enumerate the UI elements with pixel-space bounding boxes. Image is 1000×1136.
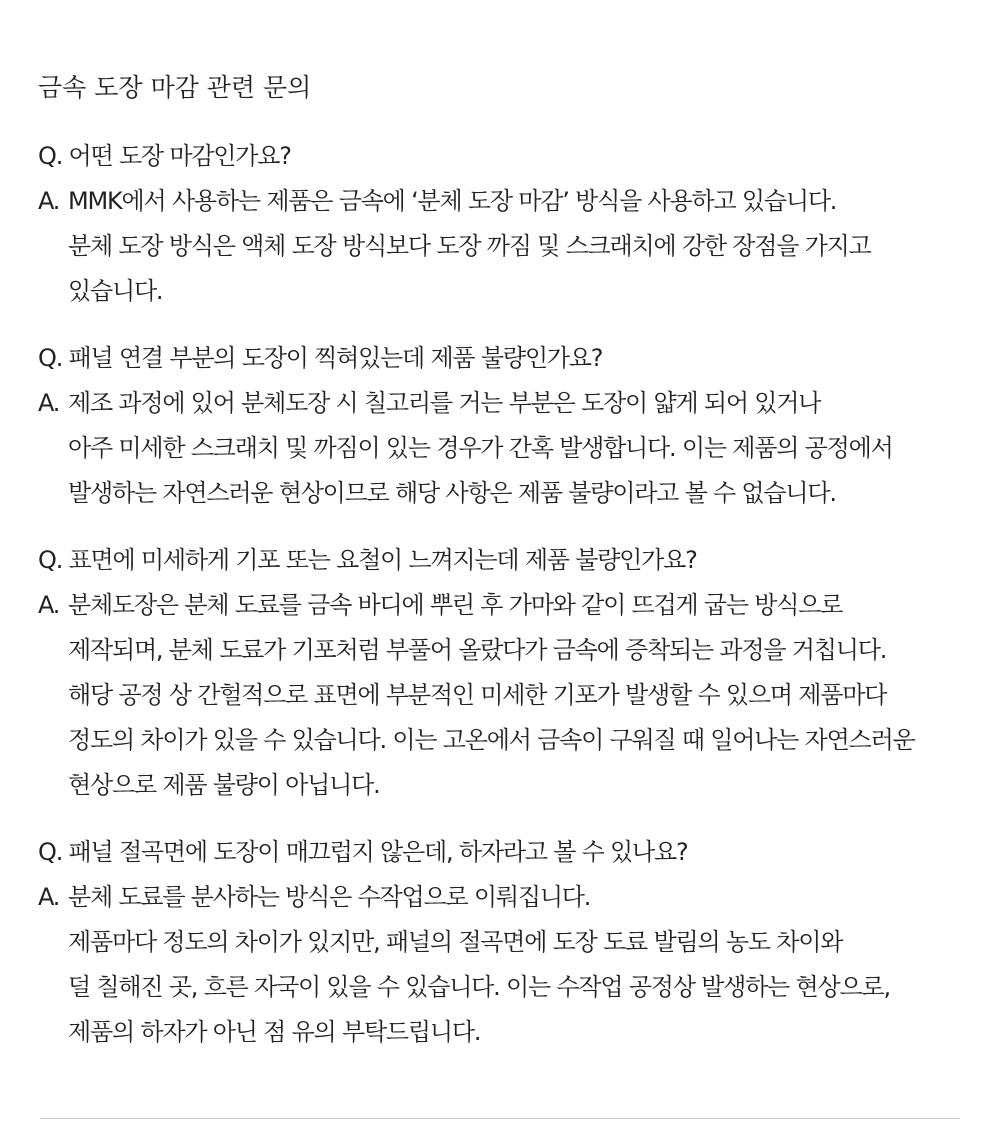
faq-answer-line [38, 875, 1000, 920]
answer-prefix: A. [38, 389, 60, 417]
faq-answer-line [38, 583, 1000, 628]
faq-answer-line [38, 381, 1000, 426]
answer-prefix: A. [38, 591, 60, 619]
faq-answer-line: 해당 공정 상 간헐적으로 표면에 부분적인 미세한 기포가 발생할 수 있으며 제품마다 [68, 681, 887, 709]
faq-answer-line: 제품의 하자가 아닌 점 유의 부탁드립니다. [68, 1018, 481, 1046]
answer-text: MMK에서 사용하는 제품은 금속에 ‘분체 도장 마감’ 방식을 사용하고 있습니다. [68, 187, 837, 215]
faq-question: Q. 패널 절곡면에 도장이 매끄럽지 않은데, 하자라고 볼 수 있나요? [38, 838, 688, 866]
faq-answer-line: 제품마다 정도의 차이가 있지만, 패널의 절곡면에 도장 도료 발림의 농도 차이와 [68, 928, 843, 956]
faq-item [38, 336, 1000, 516]
answer-text: 분체도장은 분체 도료를 금속 바디에 뿌린 후 가마와 같이 뜨겁게 굽는 방식으로 [68, 591, 843, 619]
answer-prefix: A. [38, 187, 60, 215]
answer-text: 제조 과정에 있어 분체도장 시 칠고리를 거는 부분은 도장이 얇게 되어 있거나 [68, 389, 821, 417]
faq-item [38, 830, 1000, 1055]
faq-answer-line [38, 179, 1000, 224]
faq-question: Q. 어떤 도장 마감인가요? [38, 142, 291, 170]
answer-text: 분체 도료를 분사하는 방식은 수작업으로 이뤄집니다. [68, 883, 591, 911]
faq-answer-line: 분체 도장 방식은 액체 도장 방식보다 도장 까짐 및 스크래치에 강한 장점을 가지고 [68, 232, 871, 260]
faq-item [38, 134, 1000, 314]
page-title: 금속 도장 마감 관련 문의 [38, 73, 312, 102]
faq-answer-line: 정도의 차이가 있을 수 있습니다. 이는 고온에서 금속이 구워질 때 일어나는 자연스러운 [68, 726, 915, 754]
bottom-divider [40, 1118, 960, 1119]
faq-question: Q. 표면에 미세하게 기포 또는 요철이 느껴지는데 제품 불량인가요? [38, 546, 697, 574]
faq-item [38, 538, 1000, 808]
faq-answer-line: 제작되며, 분체 도료가 기포처럼 부풀어 올랐다가 금속에 증착되는 과정을 거칩니다. [68, 636, 887, 664]
faq-answer-line: 현상으로 제품 불량이 아닙니다. [68, 771, 380, 799]
answer-prefix: A. [38, 883, 60, 911]
faq-answer-line: 있습니다. [68, 277, 163, 305]
faq-answer-line: 덜 칠해진 곳, 흐른 자국이 있을 수 있습니다. 이는 수작업 공정상 발생하는 현상으로, [68, 973, 890, 1001]
faq-answer-line: 아주 미세한 스크래치 및 까짐이 있는 경우가 간혹 발생합니다. 이는 제품의 공정에서 [68, 434, 893, 462]
faq-question: Q. 패널 연결 부분의 도장이 찍혀있는데 제품 불량인가요? [38, 344, 603, 372]
faq-answer-line: 발생하는 자연스러운 현상이므로 해당 사항은 제품 불량이라고 볼 수 없습니다. [68, 479, 836, 507]
